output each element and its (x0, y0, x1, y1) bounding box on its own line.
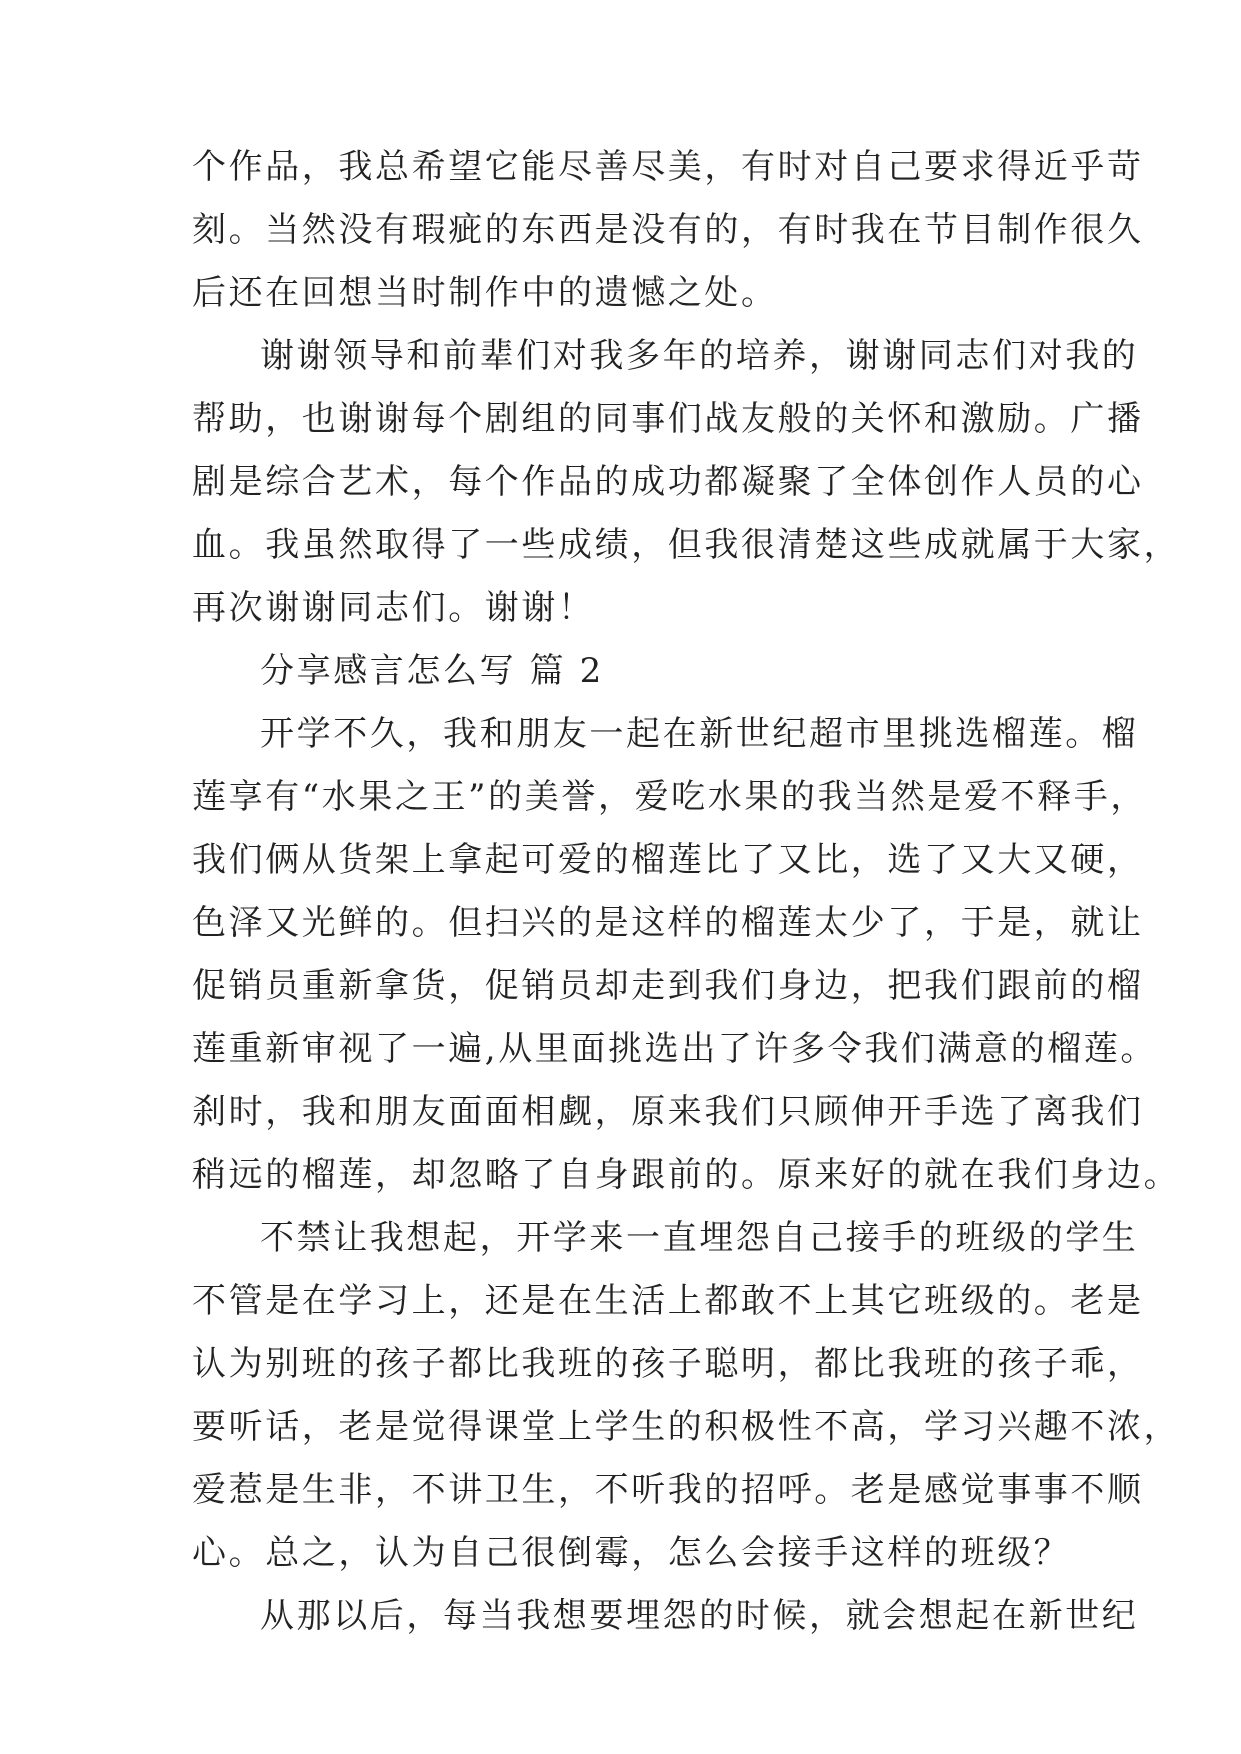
text-line: 认为别班的孩子都比我班的孩子聪明，都比我班的孩子乖， (192, 1344, 1144, 1384)
text-line: 血。我虽然取得了一些成绩，但我很清楚这些成就属于大家， (192, 525, 1181, 565)
text-line: 莲享有“水果之王”的美誉，爱吃水果的我当然是爱不释手， (192, 777, 1147, 817)
paragraph-first-line: 谢谢领导和前辈们对我多年的培养，谢谢同志们对我的 (260, 336, 1139, 376)
text-line: 心。总之，认为自己很倒霉，怎么会接手这样的班级？ (192, 1533, 1071, 1573)
text-line: 色泽又光鲜的。但扫兴的是这样的榴莲太少了，于是，就让 (192, 903, 1144, 943)
text-line: 爱惹是生非，不讲卫生，不听我的招呼。老是感觉事事不顺 (192, 1470, 1144, 1510)
text-line: 个作品，我总希望它能尽善尽美，有时对自己要求得近乎苛 (192, 147, 1144, 187)
text-line: 莲重新审视了一遍,从里面挑选出了许多令我们满意的榴莲。 (192, 1029, 1158, 1069)
text-line: 不管是在学习上，还是在生活上都敢不上其它班级的。老是 (192, 1281, 1144, 1321)
text-line: 稍远的榴莲，却忽略了自身跟前的。原来好的就在我们身边。 (192, 1155, 1181, 1195)
text-line: 促销员重新拿货，促销员却走到我们身边，把我们跟前的榴 (192, 966, 1144, 1006)
text-line: 帮助，也谢谢每个剧组的同事们战友般的关怀和激励。广播 (192, 399, 1144, 439)
section-heading: 分享感言怎么写 篇 2 (260, 651, 604, 691)
text-line: 剧是综合艺术，每个作品的成功都凝聚了全体创作人员的心 (192, 462, 1144, 502)
text-line: 再次谢谢同志们。谢谢！ (192, 588, 595, 628)
paragraph-first-line: 从那以后，每当我想要埋怨的时候，就会想起在新世纪 (260, 1596, 1139, 1636)
text-line: 要听话，老是觉得课堂上学生的积极性不高，学习兴趣不浓， (192, 1407, 1181, 1447)
text-line: 后还在回想当时制作中的遗憾之处。 (192, 273, 778, 313)
paragraph-first-line: 开学不久，我和朋友一起在新世纪超市里挑选榴莲。榴 (260, 714, 1139, 754)
text-line: 刻。当然没有瑕疵的东西是没有的，有时我在节目制作很久 (192, 210, 1144, 250)
text-line: 我们俩从货架上拿起可爱的榴莲比了又比，选了又大又硬， (192, 840, 1144, 880)
text-line: 刹时，我和朋友面面相觑，原来我们只顾伸开手选了离我们 (192, 1092, 1144, 1132)
paragraph-first-line: 不禁让我想起，开学来一直埋怨自己接手的班级的学生 (260, 1218, 1139, 1258)
